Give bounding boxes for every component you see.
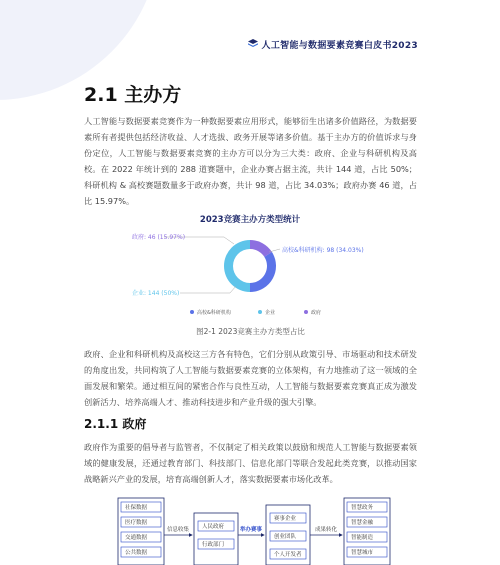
paragraph-collaboration: 政府、企业和科研机构及高校这三方各有特色，它们分别从政策引导、市场驱动和技术研发的角度出发，共同构筑了人工智能与数据要素竞赛的立体架构，有力地推动了这一领域的全面发展和繁荣。通过相互间的紧密合作与良性互动，人工智能与数据要素竞赛真正成为激发创新活力、培养高端人才、推动科技进步和产业升级的强大引擎。 [84, 349, 417, 407]
chart-title: 2023竞赛主办方类型统计 [199, 215, 301, 225]
section-title: 2.1 主办方 [84, 84, 182, 106]
pie-slice-1 [250, 252, 276, 292]
legend-label-0: 高校&科研机构 [197, 310, 231, 316]
pie-group [224, 240, 276, 292]
left-boxes-text-0: 社保数据 [125, 505, 148, 511]
paragraph-intro: 人工智能与数据要素竞赛作为一种数据要素应用形式，能够衍生出诸多价值路径，为数据要素所有者提供包括经济收益、人才选拔、政务开展等诸多价值。基于主办方的价值诉求与身份定位，人工智能与数据要素竞赛的主办方可以分为三大类：政府、企业与科研机构及高校。在 2022 年统计到的 288 道赛题中，企业办赛占据主流，共计 144 道，占比 50%；科研机构 & 高校赛题数量多于政府办赛，共计 98 道，占比 34.03%；政府办赛 46 道，占比 15.97%。 [84, 116, 417, 206]
left-boxes-text-1: 医疗数据 [125, 520, 148, 526]
mid-boxes-text-0: 人民政府 [202, 524, 225, 530]
legend-marker-0 [190, 310, 194, 314]
layers-icon [248, 39, 258, 47]
legend-label-1: 企业 [265, 310, 276, 316]
government-boxes [198, 521, 234, 549]
paragraph-government: 政府作为重要的倡导者与监管者，不仅制定了相关政策以鼓励和规范人工智能与数据要素领域的健康发展，还通过教育部门、科技部门、信息化部门等联合发起此类竞赛，以推动国家战略新兴产业的发展，培育高端创新人才，落实数据要素市场化改革。 [84, 442, 417, 484]
figure-caption: 图2-1 2023竞赛主办方类型占比 [196, 327, 305, 336]
pie-label-2: 企业: 144 (50%) [132, 290, 180, 297]
right-boxes-text-2: 个人开发者 [274, 552, 302, 558]
application-boxes [347, 502, 387, 557]
chart-legend [190, 309, 321, 316]
mid-boxes-text-1: 行政部门 [202, 542, 225, 548]
participant-boxes [270, 513, 306, 559]
far-boxes-text-3: 智慧城市 [351, 550, 374, 556]
leader-line-2 [180, 286, 236, 293]
legend-marker-1 [258, 310, 262, 314]
right-boxes-text-1: 创业团队 [274, 534, 297, 540]
pie-slice-2 [224, 240, 250, 292]
host-type-pie-chart [84, 208, 417, 333]
right-boxes-text-0: 赛事企业 [274, 516, 297, 522]
running-header [262, 38, 418, 51]
header-title: 人工智能与数据要素竞赛白皮书2023 [261, 41, 418, 51]
label-info-collect: 信息收集 [166, 527, 190, 533]
left-boxes-text-3: 公共数据 [125, 550, 148, 556]
legend-label-2: 政府 [311, 310, 322, 316]
label-result-transform: 成果转化 [314, 527, 338, 533]
subsection-title: 2.1.1 政府 [84, 417, 147, 431]
far-boxes-text-0: 智慧政务 [351, 505, 374, 511]
data-source-boxes [121, 502, 161, 557]
legend-marker-2 [304, 310, 308, 314]
label-host-competition: 举办赛事 [239, 527, 263, 533]
far-boxes-text-1: 智慧金融 [351, 520, 374, 526]
pie-label-0: 政府: 46 (15.97%) [132, 234, 186, 241]
government-flow-diagram [84, 495, 417, 565]
left-boxes-text-2: 交通数据 [125, 535, 148, 541]
pie-label-1: 高校&科研机构: 98 (34.03%) [282, 247, 364, 254]
far-boxes-text-2: 智能制造 [351, 535, 374, 541]
